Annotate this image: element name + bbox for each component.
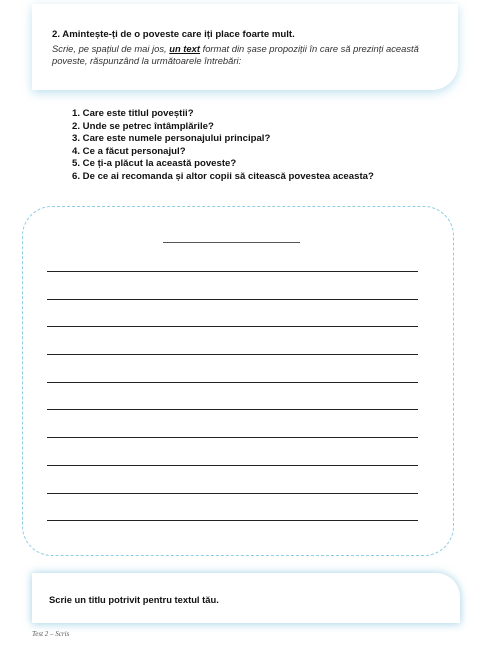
writing-line[interactable]	[47, 493, 418, 494]
writing-line[interactable]	[47, 382, 418, 383]
writing-line[interactable]	[47, 520, 418, 521]
writing-line[interactable]	[47, 354, 418, 355]
writing-line[interactable]	[47, 299, 418, 300]
question-item: 4. Ce a făcut personajul?	[72, 145, 186, 157]
page-footer: Test 2 – Scris	[32, 630, 70, 638]
question-item: 3. Care este numele personajului principal?	[72, 133, 271, 144]
writing-line[interactable]	[47, 409, 418, 410]
writing-line[interactable]	[47, 326, 418, 327]
emphasized-text: un text	[169, 43, 200, 54]
question-item: 5. Ce ți-a plăcut la această poveste?	[72, 158, 237, 169]
question-item: 1. Care este titlul poveștii?	[72, 108, 194, 119]
question-list	[72, 108, 374, 183]
footer-instruction: Scrie un titlu potrivit pentru textul tău.	[49, 594, 219, 605]
task-instruction: Scrie, pe spațiul de mai jos, un text format din șase propoziții în care să prezinți această poveste, răspunzând la următoarele întrebări:	[52, 43, 419, 66]
writing-area[interactable]	[22, 206, 454, 556]
writing-line[interactable]	[47, 437, 418, 438]
title-writing-line[interactable]	[163, 242, 300, 243]
writing-line[interactable]	[47, 271, 418, 272]
question-item: 2. Unde se petrec întâmplările?	[72, 120, 214, 132]
task-title: 2. Amintește-ți de o poveste care iți place foarte mult.	[52, 29, 295, 40]
question-item: 6. De ce ai recomanda și altor copii să citească povestea aceasta?	[72, 170, 374, 182]
writing-line[interactable]	[47, 465, 418, 466]
